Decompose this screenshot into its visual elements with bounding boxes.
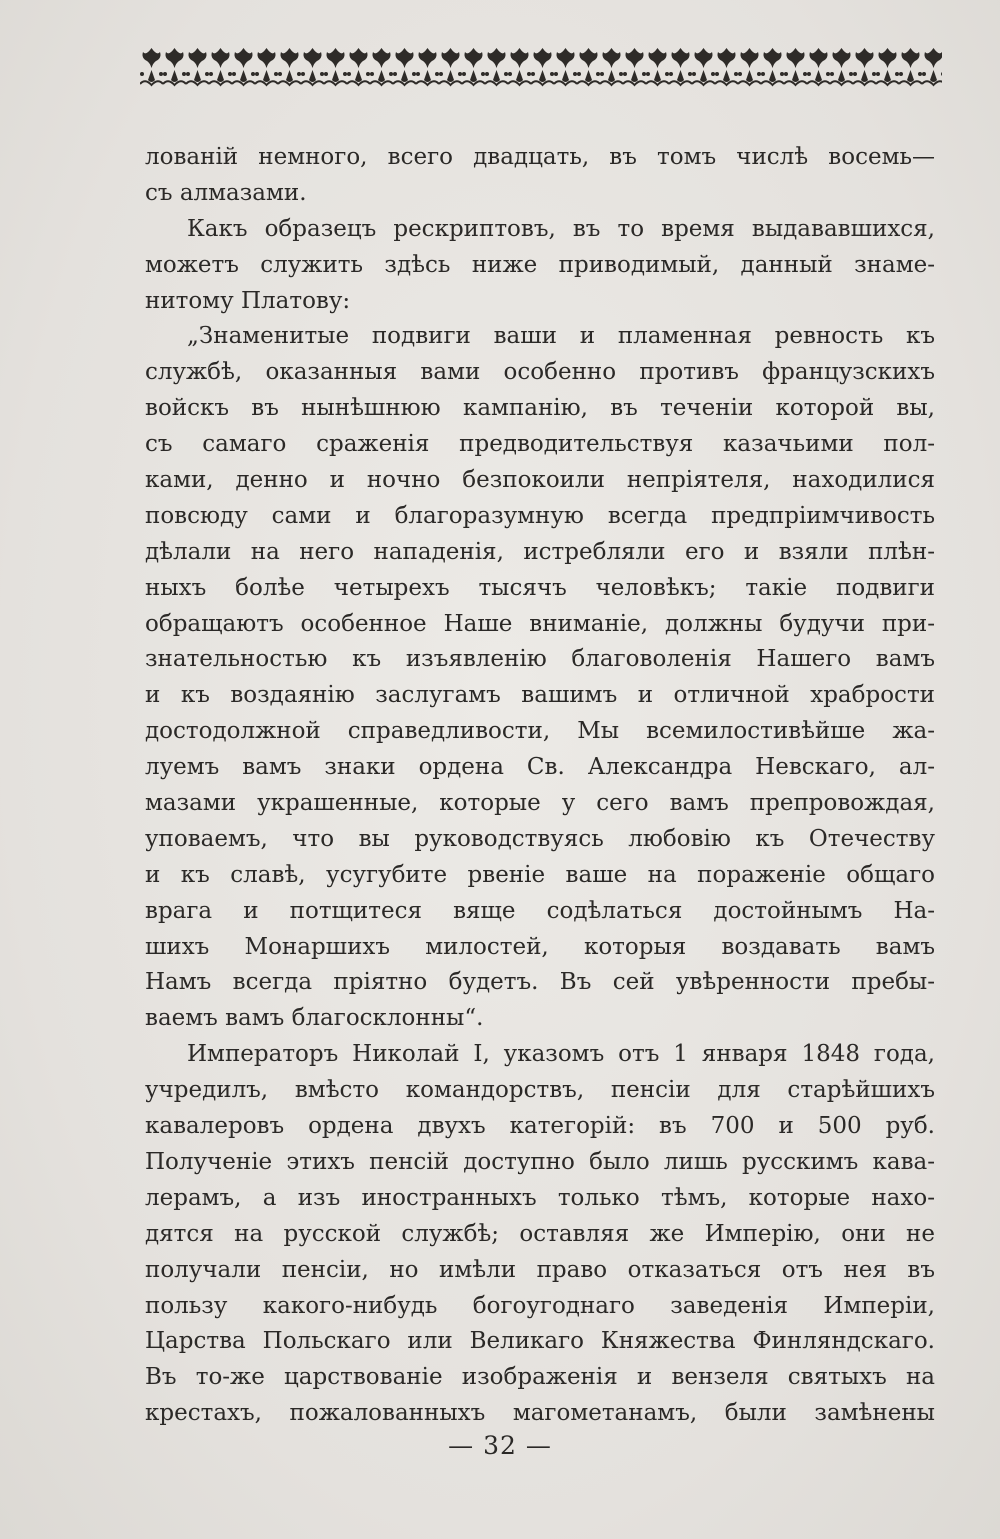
- text-line: ныхъ болѣе четырехъ тысячъ человѣкъ; такіе подвиги: [145, 574, 935, 601]
- page-number: — 32 —: [448, 1431, 552, 1460]
- text-line: дятся на русской службѣ; оставляя же Имперію, они не: [145, 1220, 935, 1247]
- text-line: обращаютъ особенное Наше вниманіе, должны будучи при-: [145, 610, 935, 637]
- text-line: съ самаго сраженія предводительствуя казачьими пол-: [145, 431, 935, 458]
- text-line: крестахъ, пожалованныхъ магометанамъ, были замѣнены: [145, 1400, 935, 1427]
- text-line: нитому Платову:: [145, 287, 351, 314]
- text-line: войскъ въ нынѣшнюю кампанію, въ теченіи которой вы,: [145, 395, 935, 422]
- text-line: можетъ служить здѣсь ниже приводимый, данный знаме-: [145, 251, 935, 278]
- text-line: Императоръ Николай I, указомъ отъ 1 января 1848 года,: [187, 1041, 935, 1068]
- text-line: службѣ, оказанныя вами особенно противъ французскихъ: [145, 359, 935, 386]
- text-line: съ алмазами.: [145, 179, 307, 206]
- text-line: знательностью къ изъявленію благоволенія Нашего вамъ: [145, 646, 935, 673]
- text-line: Намъ всегда пріятно будетъ. Въ сей увѣренности пребы-: [145, 969, 935, 996]
- text-line: луемъ вамъ знаки ордена Св. Александра Невскаго, ал-: [145, 754, 935, 781]
- text-line: „Знаменитые подвиги ваши и пламенная ревность къ: [187, 323, 935, 350]
- text-line: врага и потщитеся вяще содѣлаться достойнымъ На-: [145, 897, 935, 924]
- decorative-border-ornament: [140, 44, 942, 88]
- text-line: пользу какого-нибудь богоугоднаго заведенія Имперіи,: [145, 1292, 935, 1319]
- text-line: лованій немного, всего двадцать, въ томъ числѣ восемь—: [145, 144, 935, 170]
- text-line: кавалеровъ ордена двухъ категорій: въ 700 и 500 руб.: [145, 1113, 935, 1140]
- text-line: Въ то-же царствованіе изображенія и вензеля святыхъ на: [145, 1364, 935, 1391]
- text-line: ваемъ вамъ благосклонны“.: [145, 1005, 484, 1032]
- text-line: и къ славѣ, усугубите рвеніе ваше на пораженіе общаго: [145, 861, 935, 888]
- text-line: Какъ образецъ рескриптовъ, въ то время выдававшихся,: [187, 215, 935, 242]
- text-line: и къ воздаянію заслугамъ вашимъ и отличной храбрости: [145, 682, 935, 709]
- text-line: шихъ Монаршихъ милостей, которыя воздавать вамъ: [145, 933, 935, 960]
- text-line: Царства Польскаго или Великаго Княжества Финляндскаго.: [145, 1328, 935, 1355]
- text-line: Полученіе этихъ пенсій доступно было лишь русскимъ кава-: [145, 1148, 935, 1175]
- text-line: учредилъ, вмѣсто командорствъ, пенсіи для старѣйшихъ: [145, 1077, 935, 1104]
- text-line: повсюду сами и благоразумную всегда предпріимчивость: [145, 502, 935, 529]
- text-line: лерамъ, а изъ иностранныхъ только тѣмъ, которые нахо-: [145, 1184, 935, 1211]
- text-line: достодолжной справедливости, Мы всемилостивѣйше жа-: [145, 718, 935, 745]
- text-line: дѣлали на него нападенія, истребляли его и взяли плѣн-: [145, 538, 935, 565]
- page-body-text: [145, 140, 935, 1432]
- text-line: ками, денно и ночно безпокоили непріятеля, находилися: [145, 467, 935, 494]
- text-line: получали пенсіи, но имѣли право отказаться отъ нея въ: [145, 1256, 935, 1283]
- text-line: мазами украшенные, которые у сего вамъ препровождая,: [145, 790, 935, 817]
- text-line: уповаемъ, что вы руководствуясь любовію къ Отечеству: [145, 825, 935, 852]
